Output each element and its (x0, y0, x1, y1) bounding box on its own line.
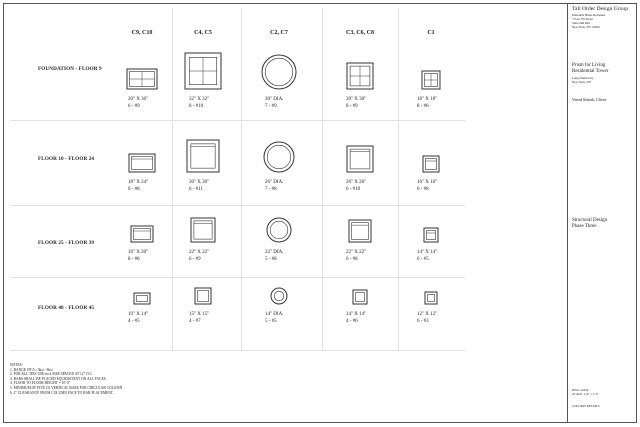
column-divider (322, 8, 323, 350)
row-label: FLOOR 10 - FLOOR 24 (38, 156, 95, 162)
column-size: 12" X 12" (417, 312, 438, 317)
project-name: Prism for Living (572, 63, 606, 68)
title-block-firm-address (572, 14, 605, 30)
rebar-spec: 4 - #5 (128, 318, 140, 324)
firm-name: Tall Order Design Group (572, 6, 628, 12)
column-size: 18" X 18" (417, 97, 438, 102)
rebar-spec: 7 - #8 (265, 186, 277, 192)
drawing-scale: SCALE: 1/4" = 1'-0" (572, 391, 599, 396)
column-size: 30" DIA. (265, 97, 284, 102)
firm-line: Suite ### ### (572, 20, 590, 25)
circular-column-section (265, 216, 293, 249)
rectangular-column-section (351, 288, 369, 311)
firm-line: New York, NY 10003 (572, 24, 600, 29)
rebar-spec: 6 - #11 (189, 186, 203, 192)
notes-line: 2. FOR ALL TIES USE no.4 BAR SPACED AT 12" O.C. (10, 372, 93, 377)
drawing-number: DWG 12456 (572, 388, 589, 392)
location-line: New York, NY (572, 79, 592, 84)
column-header: C3, C6, C8 (346, 30, 374, 36)
row-label: FLOOR 25 - FLOOR 39 (38, 240, 95, 246)
rectangular-column-section (183, 51, 223, 96)
column-header: C9, C10 (131, 30, 153, 36)
row-divider (10, 205, 465, 206)
column-size: 18" X 24" (128, 180, 149, 185)
rebar-spec: 4 - #6 (346, 318, 358, 324)
notes-line: 5. MINIMUM OF FIVE (5) VERTICAL BARS FOR CIRCULAR COLUMN (10, 385, 123, 390)
title-block-firm (572, 6, 628, 13)
rectangular-column-section (423, 290, 439, 311)
column-size: 30" X 30" (346, 97, 367, 102)
project-type: Residential Tower (572, 69, 609, 74)
row-divider (10, 120, 465, 121)
row-divider (10, 350, 465, 351)
phase-line: Structural Design (572, 218, 608, 223)
row-label: FLOOR 40 - FLOOR 45 (38, 305, 95, 311)
column-size: 16" X 20" (128, 250, 149, 255)
title-block-divider (567, 3, 568, 423)
title-block-location (572, 77, 594, 85)
firm-line: 7 East 7th Street (572, 16, 593, 21)
rebar-spec: 8 - #9 (346, 103, 358, 109)
column-header: C1 (427, 30, 435, 36)
column-size: 32" X 32" (189, 97, 210, 102)
rectangular-column-section (420, 69, 442, 96)
rebar-spec: 4 - #7 (189, 318, 201, 324)
notes-line: 4. FLOOR TO FLOOR HEIGHT = 10'-0" (10, 381, 71, 386)
column-size: 14" X 14" (346, 312, 367, 317)
rebar-spec: 8 - #6 (128, 256, 140, 262)
rectangular-column-section (193, 286, 213, 311)
rectangular-column-section (345, 144, 375, 179)
column-size: 10" X 14" (128, 312, 149, 317)
row-divider (10, 277, 465, 278)
rectangular-column-section (185, 138, 221, 179)
notes-heading: NOTES: (10, 363, 23, 367)
rectangular-column-section (189, 216, 217, 249)
column-divider (172, 8, 173, 350)
title-block-sheet-title (572, 405, 600, 409)
rebar-spec: 6 - #8 (417, 186, 429, 192)
location-line: Long Island City (572, 76, 594, 80)
rebar-spec: 6 - #9 (189, 256, 201, 262)
column-size: 14" X 14" (417, 250, 438, 255)
rectangular-column-section (345, 61, 375, 96)
column-size: 22" X 22" (346, 250, 367, 255)
rebar-spec: 5 - #5 (265, 318, 277, 324)
rebar-spec: 6 - #10 (346, 186, 361, 192)
rebar-spec: 6 - #5 (417, 256, 429, 262)
rectangular-column-section (125, 67, 159, 96)
title-block-drawing-info (572, 389, 599, 397)
column-size: 20" X 30" (128, 97, 149, 102)
rebar-spec: 6 - #9 (128, 103, 140, 109)
column-size: 22" X 22" (189, 250, 210, 255)
column-size: 16" X 16" (417, 180, 438, 185)
column-divider (398, 8, 399, 350)
rectangular-column-section (422, 226, 440, 249)
notes-line: 1. RANGE OF f'c: 3ksi - 8ksi (10, 367, 53, 372)
column-size: 26" X 26" (346, 180, 367, 185)
general-notes (10, 363, 122, 395)
firm-line: Marianne Hulse Romanos (572, 13, 606, 17)
title-block-project (572, 63, 608, 75)
circular-column-section (269, 286, 289, 311)
rebar-spec: 8 - #6 (417, 103, 429, 109)
rectangular-column-section (421, 154, 441, 179)
rebar-spec: 6 - #3 (417, 318, 429, 324)
title-block-phase (572, 218, 607, 230)
rebar-spec: 5 - #8 (265, 256, 277, 262)
column-size: 22" DIA. (265, 250, 284, 255)
circular-column-section (262, 140, 296, 179)
rectangular-column-section (347, 218, 373, 249)
column-size: 30" X 30" (189, 180, 210, 185)
rectangular-column-section (127, 152, 157, 179)
client-name: Venad Seinuk, Client (572, 97, 606, 102)
rectangular-column-section (129, 224, 155, 249)
column-divider (241, 8, 242, 350)
notes-line: 6. 2" CLEARANCE FROM COLUMN FACE TO BAR PLACEMENT. (10, 390, 114, 395)
rectangular-column-section (132, 291, 152, 311)
notes-line: 3. BARS SHALL BE PLACED EQUIDISTANT ON ALL FACES. (10, 376, 107, 381)
circular-column-section (260, 53, 298, 96)
column-size: 15" X 15" (189, 312, 210, 317)
rebar-spec: 6 - #8 (128, 186, 140, 192)
phase-line: Phase Three (572, 224, 597, 229)
rebar-spec: 8 - #10 (189, 103, 204, 109)
column-header: C4, C5 (194, 30, 212, 36)
column-size: 26" DIA. (265, 180, 284, 185)
row-label: FOUNDATION - FLOOR 9 (38, 66, 102, 72)
column-size: 14" DIA. (265, 312, 284, 317)
column-header: C2, C7 (270, 30, 288, 36)
rebar-spec: 7 - #9 (265, 103, 277, 109)
sheet-title: COLUMN DETAILS (572, 404, 600, 408)
rebar-spec: 6 - #8 (346, 256, 358, 262)
title-block-client (572, 97, 606, 103)
